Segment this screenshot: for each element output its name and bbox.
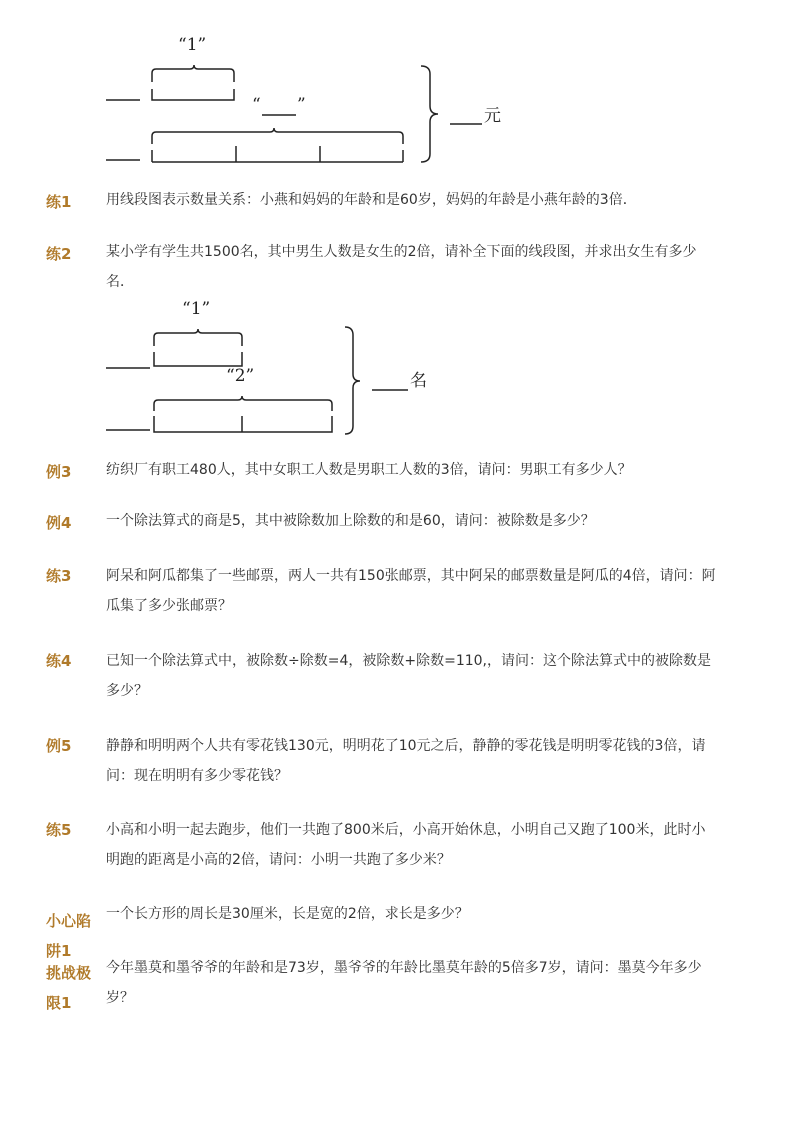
problem-label: 练2 bbox=[46, 245, 72, 263]
problem-text: 已知一个除法算式中，被除数÷除数=4，被除数+除数=110,，请问：这个除法算式中的被除数是多少？ bbox=[106, 653, 711, 699]
problem-text: 静静和明明两个人共有零花钱130元，明明花了10元之后，静静的零花钱是明明零花钱的3倍，请问：现在明明有多少零花钱？ bbox=[106, 738, 706, 784]
segment-diagram-1 bbox=[106, 65, 482, 162]
problem-label: 例3 bbox=[46, 463, 72, 481]
top-bar-1 bbox=[152, 89, 234, 100]
top-brace-1 bbox=[152, 65, 234, 82]
problem-label: 挑战极限1 bbox=[46, 964, 92, 1012]
top-brace-2 bbox=[154, 329, 242, 346]
diagram2-top-quote: “1” bbox=[182, 299, 211, 319]
line-segment-diagrams bbox=[0, 0, 800, 450]
bottom-brace-2 bbox=[154, 396, 332, 411]
diagram1-quote-close: ” bbox=[297, 95, 306, 115]
top-bar-2 bbox=[154, 352, 242, 366]
problem-label: 练1 bbox=[46, 193, 72, 211]
problem-text: 纺织厂有职工480人，其中女职工人数是男职工人数的3倍，请问：男职工有多少人？ bbox=[106, 462, 632, 478]
problem-text: 一个除法算式的商是5，其中被除数加上除数的和是60，请问：被除数是多少？ bbox=[106, 513, 595, 529]
problem-label: 小心陷阱1 bbox=[46, 912, 92, 960]
problem-label: 练5 bbox=[46, 821, 72, 839]
problem-label: 练3 bbox=[46, 567, 72, 585]
problem-text: 今年墨莫和墨爷爷的年龄和是73岁，墨爷爷的年龄比墨莫年龄的5倍多7岁，请问：墨莫今年多少岁？ bbox=[106, 960, 702, 1006]
diagram2-unit: 名 bbox=[410, 371, 427, 391]
right-brace-2 bbox=[345, 327, 360, 434]
problem-label: 练4 bbox=[46, 652, 72, 670]
problem-text: 小高和小明一起去跑步，他们一共跑了800米后，小高开始休息，小明自己又跑了100米，此时小明跑的距离是小高的2倍，请问：小明一共跑了多少米？ bbox=[106, 822, 706, 868]
bottom-bar-2 bbox=[154, 416, 332, 432]
problem-text: 某小学有学生共1500名，其中男生人数是女生的2倍，请补全下面的线段图，并求出女生有多少名． bbox=[106, 244, 697, 290]
diagram1-top-quote: “1” bbox=[178, 35, 207, 55]
problem-label: 例4 bbox=[46, 514, 72, 532]
segment-diagram-2 bbox=[106, 327, 408, 434]
problem-text: 阿呆和阿瓜都集了一些邮票，两人一共有150张邮票，其中阿呆的邮票数量是阿瓜的4倍，请问：阿瓜集了多少张邮票？ bbox=[106, 568, 716, 614]
diagram2-middle-quote: “2” bbox=[226, 366, 255, 386]
bottom-brace-1 bbox=[152, 128, 403, 144]
problem-text: 用线段图表示数量关系：小燕和妈妈的年龄和是60岁，妈妈的年龄是小燕年龄的3倍． bbox=[106, 192, 637, 208]
right-brace-1 bbox=[421, 66, 438, 162]
diagram1-quote-open: “ bbox=[252, 95, 261, 115]
problem-label: 例5 bbox=[46, 737, 72, 755]
problem-text: 一个长方形的周长是30厘米，长是宽的2倍，求长是多少？ bbox=[106, 906, 469, 922]
diagram1-unit: 元 bbox=[484, 106, 501, 126]
